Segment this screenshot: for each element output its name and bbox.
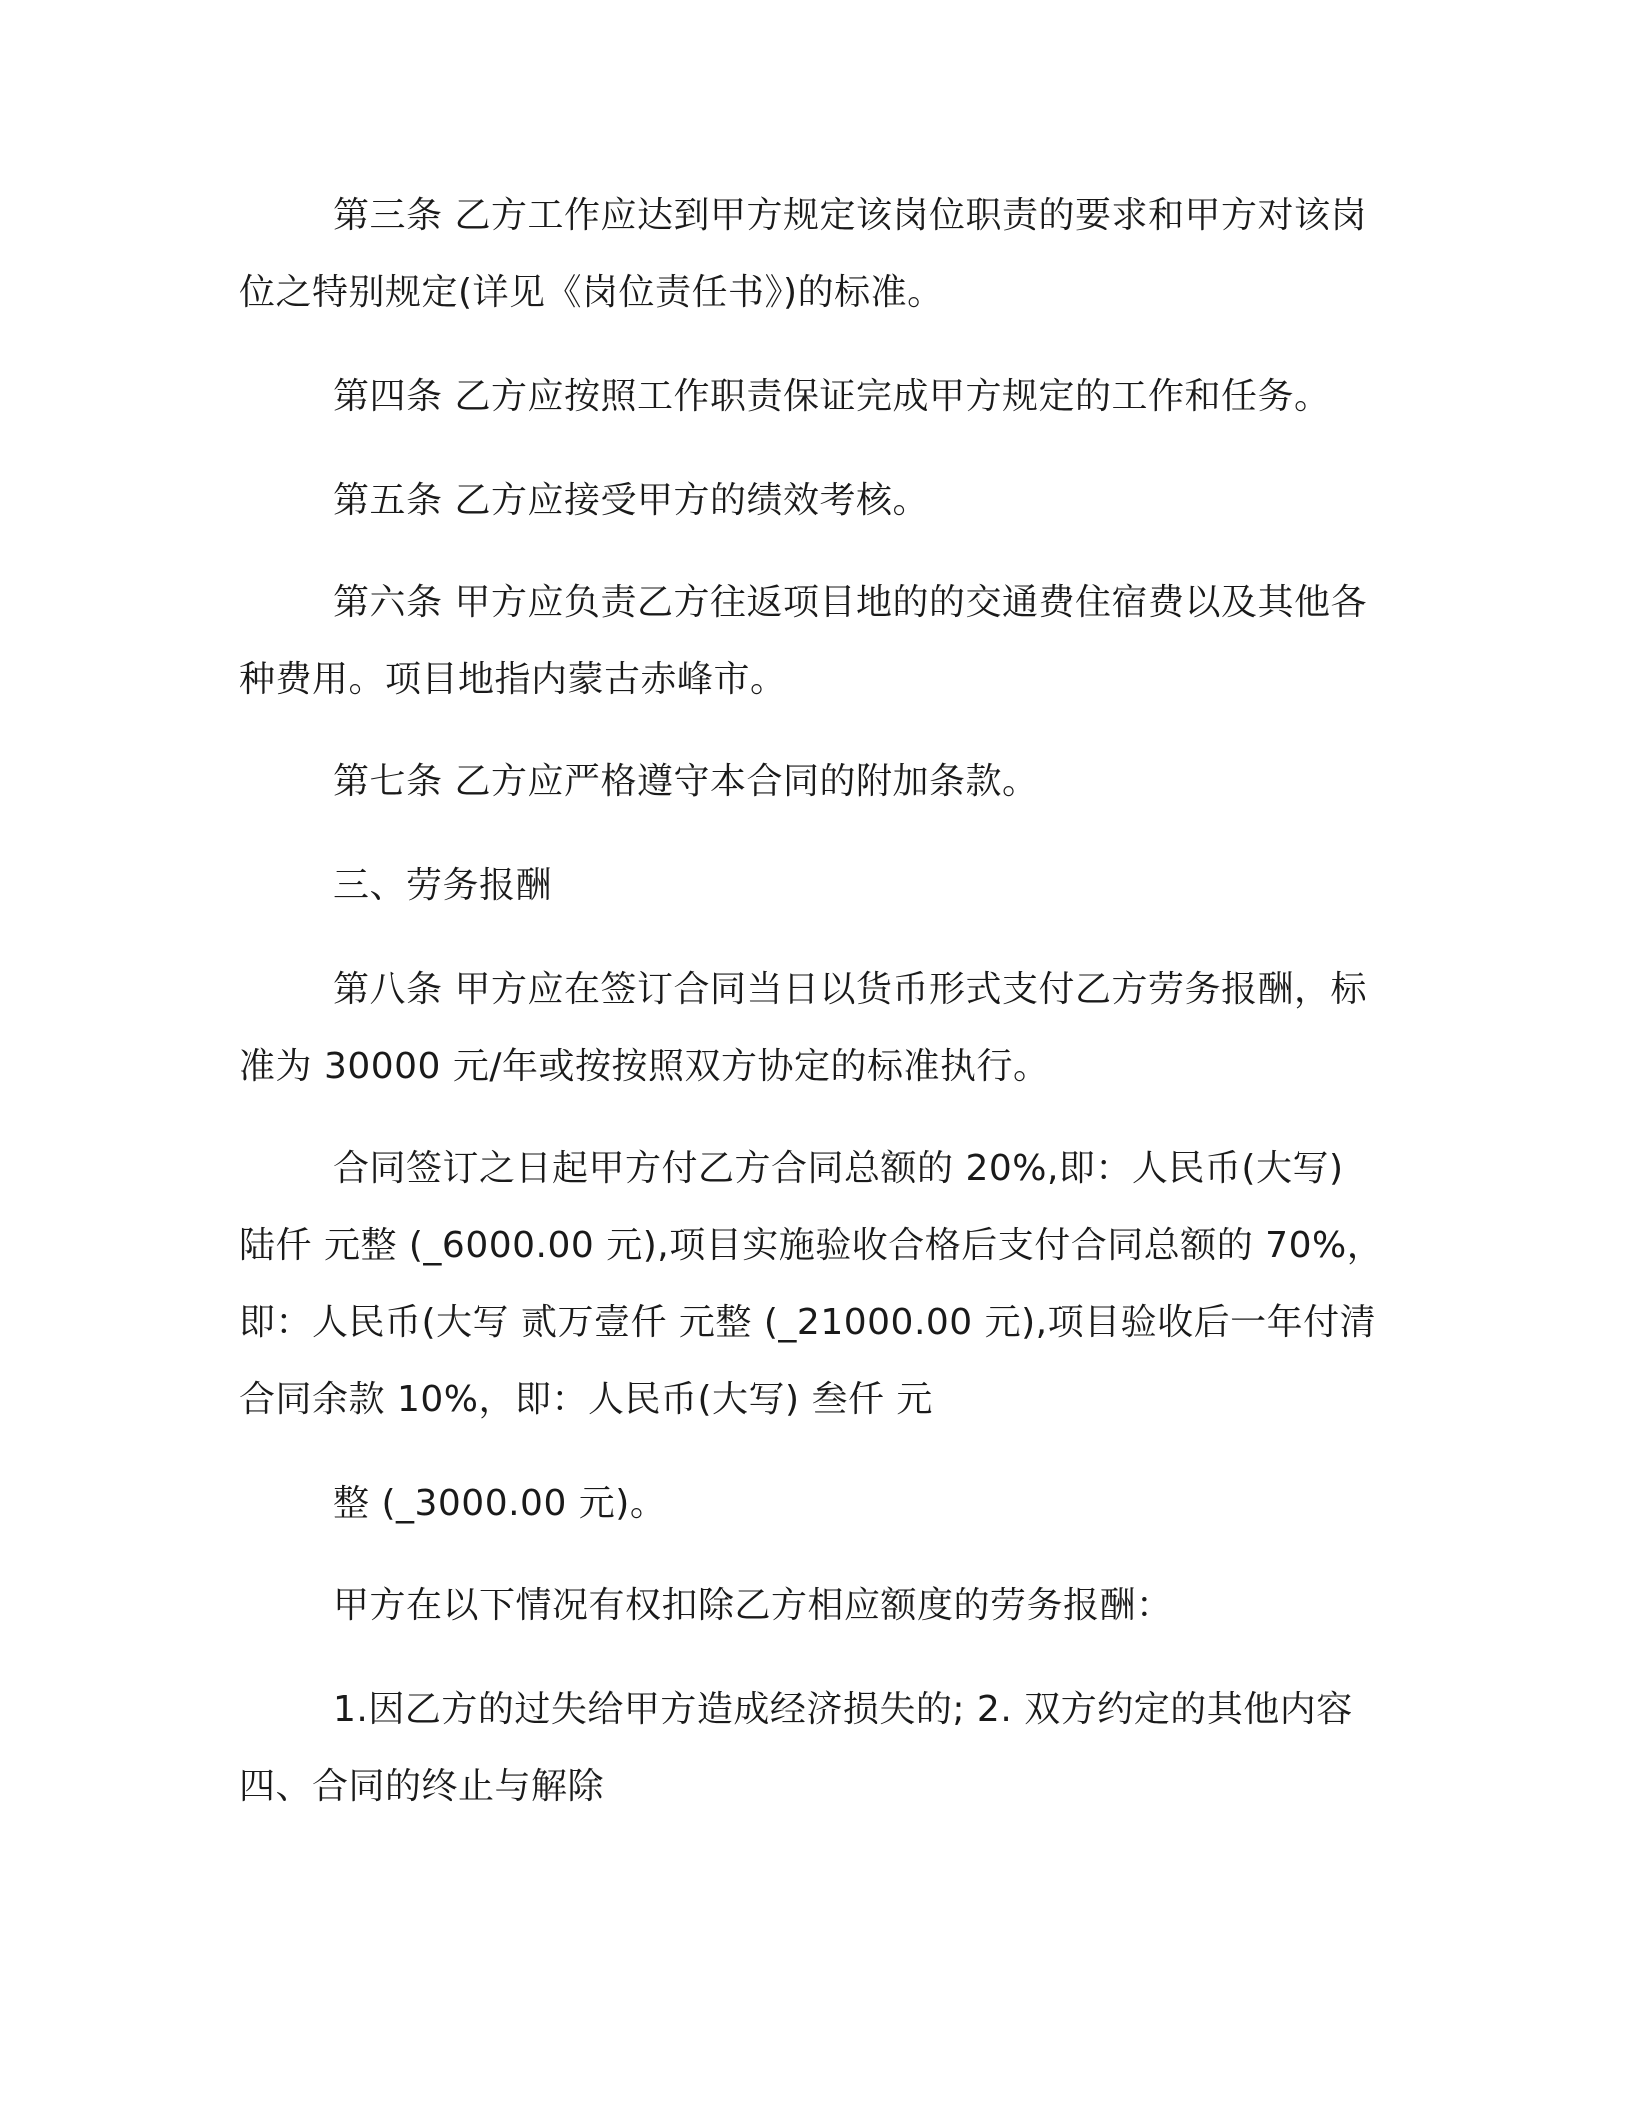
article-4: 第四条 乙方应按照工作职责保证完成甲方规定的工作和任务。 xyxy=(333,376,1331,417)
payment-line-4: 合同余款 10%，即：人民币(大写) 叁仟 元 xyxy=(239,1379,933,1420)
payment-line-1: 合同签订之日起甲方付乙方合同总额的 20%,即：人民币(大写) xyxy=(333,1148,1344,1189)
article-7: 第七条 乙方应严格遵守本合同的附加条款。 xyxy=(333,761,1039,802)
article-3-line-2: 位之特别规定(详见《岗位责任书》)的标准。 xyxy=(239,272,944,313)
article-5: 第五条 乙方应接受甲方的绩效考核。 xyxy=(333,480,929,521)
payment-line-2: 陆仟 元整 (_6000.00 元),项目实施验收合格后支付合同总额的 70%， xyxy=(239,1225,1384,1266)
section-heading-3: 三、劳务报酬 xyxy=(333,865,553,906)
payment-line-3: 即：人民币(大写 贰万壹仟 元整 (_21000.00 元),项目验收后一年付清 xyxy=(239,1302,1377,1343)
article-6-line-2: 种费用。项目地指内蒙古赤峰市。 xyxy=(239,659,787,700)
section-heading-4: 四、合同的终止与解除 xyxy=(239,1766,605,1807)
article-8-line-1: 第八条 甲方应在签订合同当日以货币形式支付乙方劳务报酬，标 xyxy=(333,969,1367,1010)
payment-line-5: 整 (_3000.00 元)。 xyxy=(333,1483,667,1524)
article-3-line-1: 第三条 乙方工作应达到甲方规定该岗位职责的要求和甲方对该岗 xyxy=(333,195,1367,236)
article-8-line-2: 准为 30000 元/年或按按照双方协定的标准执行。 xyxy=(239,1046,1050,1087)
deduction-intro: 甲方在以下情况有权扣除乙方相应额度的劳务报酬： xyxy=(333,1585,1173,1626)
deduction-items: 1.因乙方的过失给甲方造成经济损失的; 2. 双方约定的其他内容 xyxy=(333,1689,1353,1730)
article-6-line-1: 第六条 甲方应负责乙方往返项目地的的交通费住宿费以及其他各 xyxy=(333,582,1367,623)
